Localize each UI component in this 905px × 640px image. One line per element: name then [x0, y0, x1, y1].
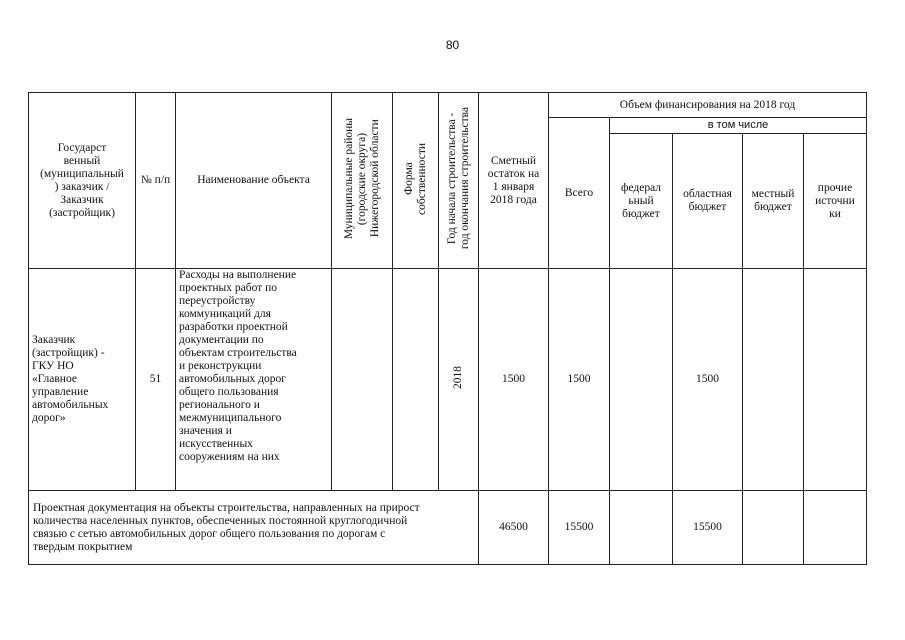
row2-total: 15500 [549, 491, 610, 565]
row1-districts [332, 269, 393, 491]
table-row [29, 491, 867, 565]
row2-balance: 46500 [479, 491, 549, 565]
row1-number: 51 [136, 269, 176, 491]
header-including: в том числе [610, 118, 867, 134]
header-object-name: Наименование объекта [176, 93, 332, 269]
header-row-number: № п/п [136, 93, 176, 269]
header-other-sources: прочие источни ки [804, 134, 867, 269]
row1-customer: Заказчик (застройщик) - ГКУ НО «Главное управление автомобильных дорог» [29, 269, 136, 491]
row2-regional: 15500 [673, 491, 743, 565]
row1-other [804, 269, 867, 491]
row1-balance: 1500 [479, 269, 549, 491]
header-total: Всего [549, 118, 610, 269]
table-row [29, 269, 867, 491]
row1-total: 1500 [549, 269, 610, 491]
row1-ownership [393, 269, 439, 491]
financing-table [28, 92, 867, 565]
header-federal-budget: федерал ьный бюджет [610, 134, 673, 269]
header-districts: Муниципальные районы (городские округа) Нижегородской области [332, 93, 393, 269]
row2-local [743, 491, 804, 565]
row1-object-name: Расходы на выполнение проектных работ по переустройству коммуникаций для разработки проектной документации по объектам строительства и реконструкции автомобильных дорог общего пользования регионального и межмуниципального значения и искусственных сооружениям на них [176, 269, 332, 491]
header-regional-budget: областная бюджет [673, 134, 743, 269]
header-local-budget: местный бюджет [743, 134, 804, 269]
row2-description: Проектная документация на объекты строительства, направленных на прирост количества населенных пунктов, обеспеченных постоянной круглогодичной связью с сетью автомобильных дорог общего пользования по дорогам с твердым покрытием [29, 491, 479, 565]
row1-local [743, 269, 804, 491]
row1-federal [610, 269, 673, 491]
row2-other [804, 491, 867, 565]
row2-federal [610, 491, 673, 565]
row1-regional: 1500 [673, 269, 743, 491]
header-funding-title: Объем финансирования на 2018 год [549, 93, 867, 118]
page-number: 80 [445, 38, 460, 52]
row1-year: 2018 [439, 269, 479, 491]
header-estimated-balance: Сметный остаток на 1 января 2018 года [479, 93, 549, 269]
header-customer [29, 93, 136, 269]
header-ownership: Форма собственности [393, 93, 439, 269]
header-construction-years: Год начала строительства - год окончания строительства [439, 93, 479, 269]
header-customer-text: Государст венный (муниципальный ) заказчик / Заказчик (застройщик) [40, 141, 124, 219]
